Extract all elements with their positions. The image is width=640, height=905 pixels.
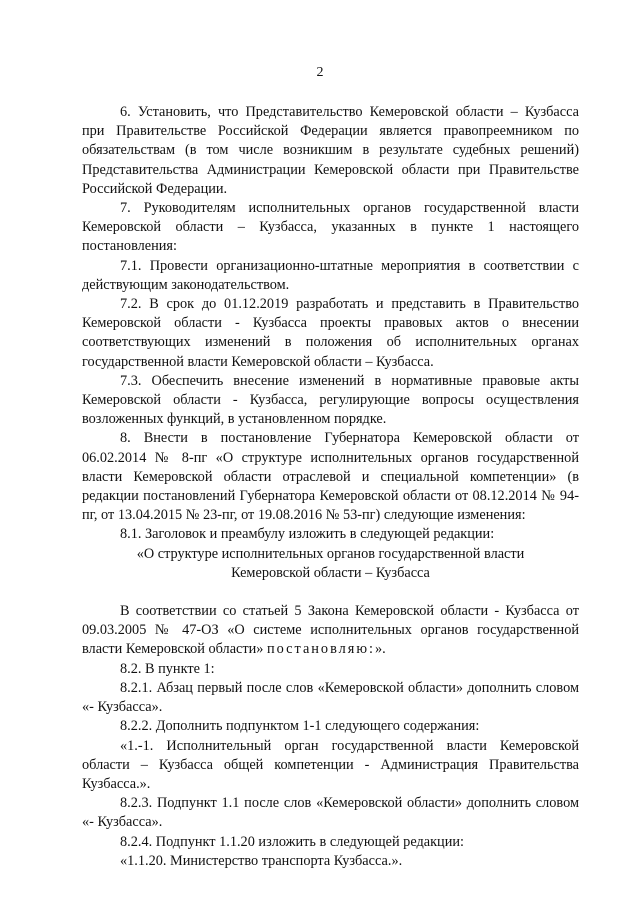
preamble-resolve-word: постановляю: xyxy=(267,641,376,658)
paragraph-7: 7. Руководителям исполнительных органов государственной власти Кемеровской области – Кузбасса, указанных в пункте 1 настоящего постановления: xyxy=(82,200,579,255)
paragraph-6: 6. Установить, что Представительство Кемеровской области – Кузбасса при Правительстве Российской Федерации является правопреемником по обязательствам (в том числе возникшим в результате судебных решений) Представительства Администрации Кемеровской области при Правительстве Российской Федерации. xyxy=(82,104,579,197)
preamble-end: ». xyxy=(375,641,386,658)
preamble-text: В соответствии со статьей 5 Закона Кемеровской области - Кузбасса от 09.03.2005 № 47-ОЗ «О системе исполнительных органов государственной власти Кемеровской области» xyxy=(82,603,579,658)
paragraph-8-2-2: 8.2.2. Дополнить подпунктом 1-1 следующего содержания: xyxy=(120,718,480,735)
paragraph-8: 8. Внести в постановление Губернатора Кемеровской области от 06.02.2014 № 8-пг «О структуре исполнительных органов государственной власти Кемеровской области отраслевой и специальной компетенции» (в редакции постановлений Губернатора Кемеровской области от 08.12.2014 № 94-пг, от 13.04.2015 № 23-пг, от 19.08.2016 № 53-пг) следующие изменения: xyxy=(82,430,579,524)
document-body xyxy=(82,103,579,871)
page-number: 2 xyxy=(316,65,324,80)
paragraph-8-2-2-quote: «1.-1. Исполнительный орган государственной власти Кемеровской области – Кузбасса общей компетенции - Администрация Правительства Кузбасса.». xyxy=(82,737,579,792)
paragraph-8-2: 8.2. В пункте 1: xyxy=(120,660,215,677)
paragraph-7-3: 7.3. Обеспечить внесение изменений в нормативные правовые акты Кемеровской области - Кузбасса, регулирующие вопросы осуществления возложенных функций, в установленном порядке. xyxy=(82,372,579,428)
paragraph-7-2: 7.2. В срок до 01.12.2019 разработать и представить в Правительство Кемеровской области - Кузбасса проекты правовых актов о внесении соответствующих изменений в положения об исполнительных органах государственной власти Кемеровской области – Кузбасса. xyxy=(82,296,579,370)
paragraph-8-2-1: 8.2.1. Абзац первый после слов «Кемеровской области» дополнить словом «- Кузбасса». xyxy=(82,679,579,716)
paragraph-8-2-4: 8.2.4. Подпункт 1.1.20 изложить в следующей редакции: xyxy=(120,833,464,850)
paragraph-8-2-4-quote: «1.1.20. Министерство транспорта Кузбасса.». xyxy=(120,852,403,869)
quoted-preamble xyxy=(82,602,579,660)
quoted-title-line-2: Кемеровской области – Кузбасса xyxy=(231,564,430,581)
paragraph-7-1: 7.1. Провести организационно-штатные мероприятия в соответствии с действующим законодательством. xyxy=(82,257,579,293)
paragraph-8-2-3: 8.2.3. Подпункт 1.1 после слов «Кемеровской области» дополнить словом «- Кузбасса». xyxy=(82,795,579,831)
quoted-title-line-1: «О структуре исполнительных органов государственной власти xyxy=(136,545,525,562)
paragraph-8-1: 8.1. Заголовок и преамбулу изложить в следующей редакции: xyxy=(120,526,495,543)
